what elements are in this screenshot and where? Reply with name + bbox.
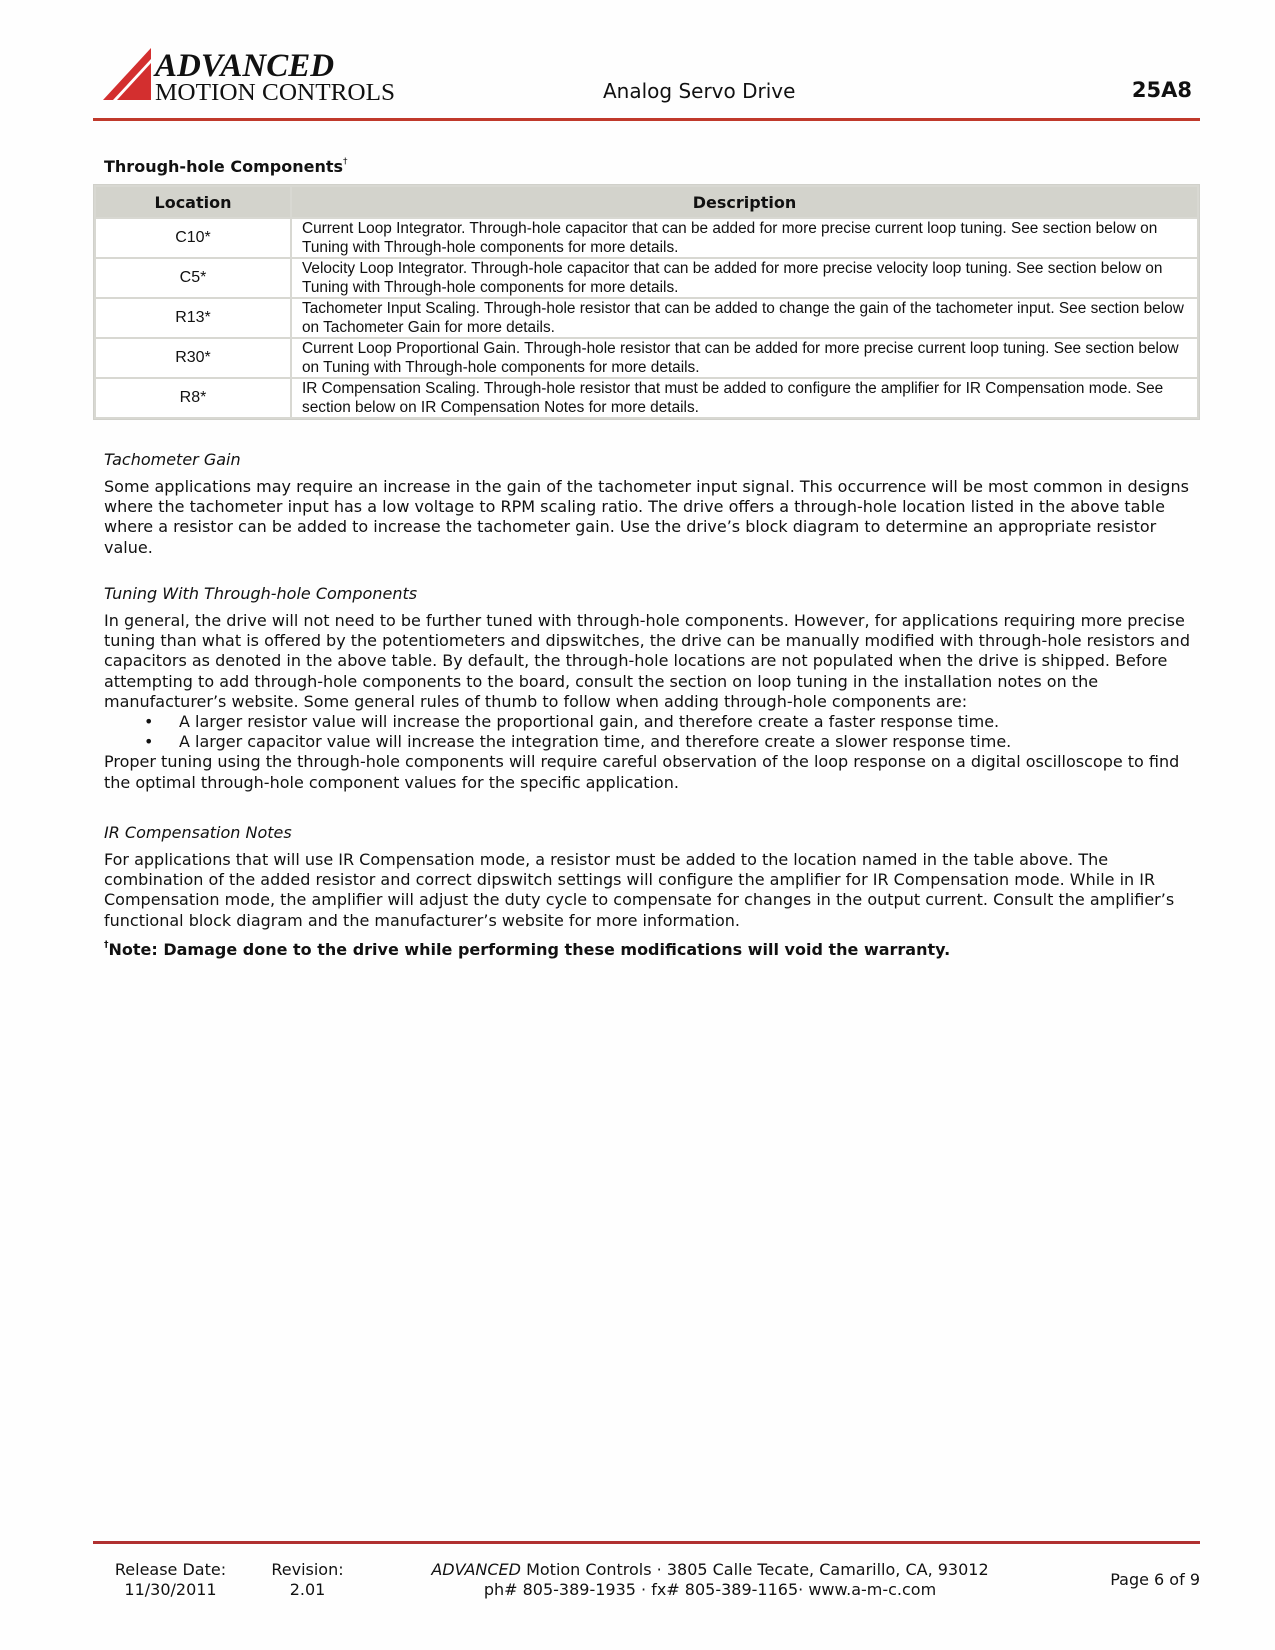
location-cell: R13* <box>96 299 290 337</box>
logo-text-motion-controls: MOTION CONTROLS <box>155 79 395 105</box>
company-logo <box>103 48 403 105</box>
description-cell: Velocity Loop Integrator. Through-hole capacitor that can be added for more precise velocity loop tuning. See section below on Tuning with Through-hole components for more details. <box>292 259 1197 297</box>
model-number: 25A8 <box>1131 78 1192 102</box>
revision-label: Revision: <box>271 1560 344 1579</box>
location-cell: R8* <box>96 379 290 417</box>
tachometer-gain-body: Some applications may require an increase in the gain of the tachometer input signal. This occurrence will be most common in designs where the tachometer input has a low voltage to RPM scaling ratio. The drive offers a through-hole location listed in the above table where a resistor can be added to increase the tachometer gain. Use the drive’s block diagram to determine an appropriate resistor value. <box>104 477 1189 557</box>
company-contact: ph# 805-389-1935 · fx# 805-389-1165· www.a-m-c.com <box>483 1580 937 1599</box>
description-cell: Tachometer Input Scaling. Through-hole resistor that can be added to change the gain of the tachometer input. See section below on Tachometer Gain for more details. <box>292 299 1197 337</box>
tuning-body: In general, the drive will not need to be further tuned with through-hole components. However, for applications requiring more precise tuning than what is offered by the potentiometers and dipswitches, the drive can be manually modified with through-hole resistors and capacitors as denoted in the above table. By default, the through-hole locations are not populated when the drive is shipped. Before attempting to add through-hole components to the board, consult the section on loop tuning in the installation notes on the manufacturer’s website. Some general rules of thumb to follow when adding through-hole components are: <box>104 611 1190 711</box>
release-label: Release Date: <box>114 1560 227 1579</box>
tuning-bullet: • A larger capacitor value will increase the integration time, and therefore create a slower response time. <box>104 732 1204 752</box>
warranty-note: †Note: Damage done to the drive while performing these modifications will void the warranty. <box>104 940 951 959</box>
location-cell: C5* <box>96 259 290 297</box>
table-header-row <box>96 187 1197 217</box>
release-date: 11/30/2011 <box>124 1580 217 1599</box>
ir-compensation-body: For applications that will use IR Compensation mode, a resistor must be added to the location named in the table above. The combination of the added resistor and correct dipswitch settings will configure the amplifier for IR Compensation mode. While in IR Compensation mode, the amplifier will adjust the duty cycle to compensate for changes in the output current. Consult the amplifier’s functional block diagram and the manufacturer’s website for more information. <box>104 850 1175 930</box>
footer-release <box>108 1560 233 1600</box>
dagger-mark: † <box>343 157 348 167</box>
tuning-section <box>104 611 1204 793</box>
description-cell: Current Loop Integrator. Through-hole capacitor that can be added for more precise current loop tuning. See section below on Tuning with Through-hole components for more details. <box>292 219 1197 257</box>
tuning-bullet: • A larger resistor value will increase the proportional gain, and therefore create a faster response time. <box>104 712 1204 732</box>
description-cell: Current Loop Proportional Gain. Through-hole resistor that can be added for more precise current loop tuning. See section below on Tuning with Through-hole components for more details. <box>292 339 1197 377</box>
location-cell: R30* <box>96 339 290 377</box>
location-cell: C10* <box>96 219 290 257</box>
dagger-mark: † <box>104 940 109 950</box>
tachometer-gain-heading: Tachometer Gain <box>104 450 241 469</box>
components-table <box>93 184 1200 420</box>
company-address: ADVANCED Motion Controls · 3805 Calle Tecate, Camarillo, CA, 93012 <box>431 1560 989 1579</box>
revision-number: 2.01 <box>289 1580 326 1599</box>
document-title: Analog Servo Drive <box>603 79 796 103</box>
table-row <box>96 379 1197 417</box>
ir-compensation-heading: IR Compensation Notes <box>104 823 292 842</box>
components-section-title: Through-hole Components† <box>104 157 348 176</box>
description-cell: IR Compensation Scaling. Through-hole resistor that must be added to configure the amplifier for IR Compensation mode. See section below on IR Compensation Notes for more details. <box>292 379 1197 417</box>
footer-company <box>400 1560 1020 1600</box>
page-number: Page 6 of 9 <box>1110 1570 1200 1589</box>
logo-text-advanced: ADVANCED <box>155 48 335 84</box>
footer-divider <box>93 1541 1200 1544</box>
tuning-closing: Proper tuning using the through-hole components will require careful observation of the loop response on a digital oscilloscope to find the optimal through-hole component values for the specific application. <box>104 752 1180 792</box>
footer-revision <box>260 1560 355 1600</box>
table-row <box>96 299 1197 337</box>
table-row <box>96 219 1197 257</box>
column-header-description: Description <box>292 187 1197 217</box>
header-divider <box>93 118 1200 121</box>
page-header <box>93 45 1200 120</box>
table-row <box>96 259 1197 297</box>
table-row <box>96 339 1197 377</box>
column-header-location: Location <box>96 187 290 217</box>
tuning-heading: Tuning With Through-hole Components <box>104 584 418 603</box>
